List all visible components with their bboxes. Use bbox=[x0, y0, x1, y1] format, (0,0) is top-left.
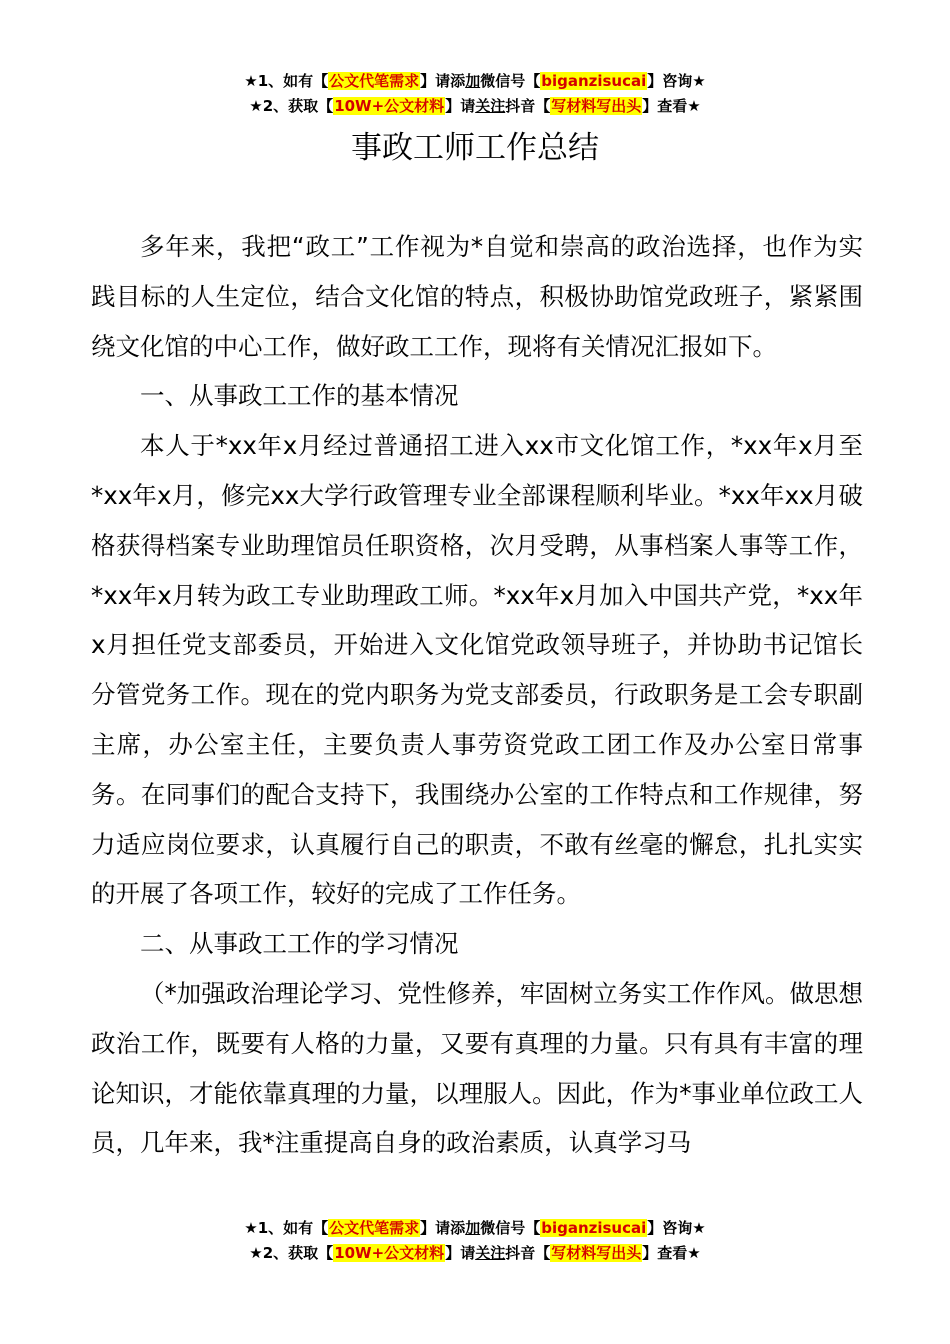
promo-banner-bottom bbox=[0, 1216, 950, 1266]
promo-text: 】咨询★ bbox=[647, 72, 706, 90]
promo-text-underlined: 加 bbox=[465, 72, 481, 90]
promo-text: 】请 bbox=[445, 1244, 476, 1262]
paragraph: 本人于*xx年x月经过普通招工进入xx市文化馆工作，*xx年x月至*xx年x月，修完xx大学行政管理专业全部课程顺利毕业。*xx年xx月破格获得档案专业助理馆员任职资格，次月受聘，从事档案人事等工作，*xx年x月转为政工专业助理政工师。*xx年x月加入中国共产党，*xx年x月担任党支部委员，开始进入文化馆党政领导班子，并协助书记馆长分管党务工作。现在的党内职务为党支部委员，行政职务是工会专职副主席，办公室主任，主要负责人事劳资党政工团工作及办公室日常事务。在同事们的配合支持下，我围绕办公室的工作特点和工作规律，努力适应岗位要求，认真履行自己的职责，不敢有丝毫的懈怠，扎扎实实的开展了各项工作，较好的完成了工作任务。 bbox=[91, 431, 863, 909]
promo-text: 抖音【 bbox=[505, 1244, 551, 1262]
promo-text: 】咨询★ bbox=[647, 1219, 706, 1237]
promo-highlight: biganzisucai bbox=[541, 72, 647, 90]
promo-text-underlined: 关注 bbox=[475, 1244, 506, 1262]
promo-line-2 bbox=[0, 94, 950, 119]
promo-banner-top bbox=[0, 69, 950, 119]
promo-highlight: biganzisucai bbox=[541, 1219, 647, 1237]
promo-line-2 bbox=[0, 1241, 950, 1266]
promo-line-1 bbox=[0, 1216, 950, 1241]
promo-text-underlined: 加 bbox=[465, 1219, 481, 1237]
section-heading: 二、从事政工工作的学习情况 bbox=[140, 929, 459, 959]
promo-text: 】查看★ bbox=[642, 1244, 701, 1262]
promo-text: ★2、获取【 bbox=[249, 97, 334, 115]
promo-text: 】请添 bbox=[420, 72, 466, 90]
promo-text: 】请 bbox=[445, 97, 476, 115]
promo-highlight: 写材料写出头 bbox=[551, 1244, 642, 1262]
promo-text: 抖音【 bbox=[505, 97, 551, 115]
promo-highlight: 10W+公文材料 bbox=[334, 1244, 445, 1262]
promo-text-underlined: 关注 bbox=[475, 97, 506, 115]
promo-line-1 bbox=[0, 69, 950, 94]
promo-highlight: 10W+公文材料 bbox=[334, 97, 445, 115]
promo-text: ★1、如有【 bbox=[244, 72, 329, 90]
document-title: 事政工师工作总结 bbox=[351, 130, 599, 166]
promo-text: 微信号【 bbox=[480, 72, 541, 90]
promo-highlight: 写材料写出头 bbox=[551, 97, 642, 115]
promo-highlight: 公文代笔需求 bbox=[329, 1219, 420, 1237]
promo-text: 】请添 bbox=[420, 1219, 466, 1237]
section-heading: 一、从事政工工作的基本情况 bbox=[140, 381, 459, 411]
promo-text: ★1、如有【 bbox=[244, 1219, 329, 1237]
promo-text: 】查看★ bbox=[642, 97, 701, 115]
document-body bbox=[91, 222, 863, 1168]
paragraph: 多年来，我把“政工”工作视为*自觉和崇高的政治选择，也作为实践目标的人生定位，结合文化馆的特点，积极协助馆党政班子，紧紧围绕文化馆的中心工作，做好政工工作，现将有关情况汇报如下。 bbox=[91, 232, 863, 361]
promo-highlight: 公文代笔需求 bbox=[329, 72, 420, 90]
promo-text: ★2、获取【 bbox=[249, 1244, 334, 1262]
promo-text: 微信号【 bbox=[480, 1219, 541, 1237]
paragraph: （*加强政治理论学习、党性修养，牢固树立务实工作作风。做思想政治工作，既要有人格的力量，又要有真理的力量。只有具有丰富的理论知识，才能依靠真理的力量，以理服人。因此，作为*事业单位政工人员，几年来，我*注重提高自身的政治素质，认真学习马 bbox=[91, 978, 863, 1158]
